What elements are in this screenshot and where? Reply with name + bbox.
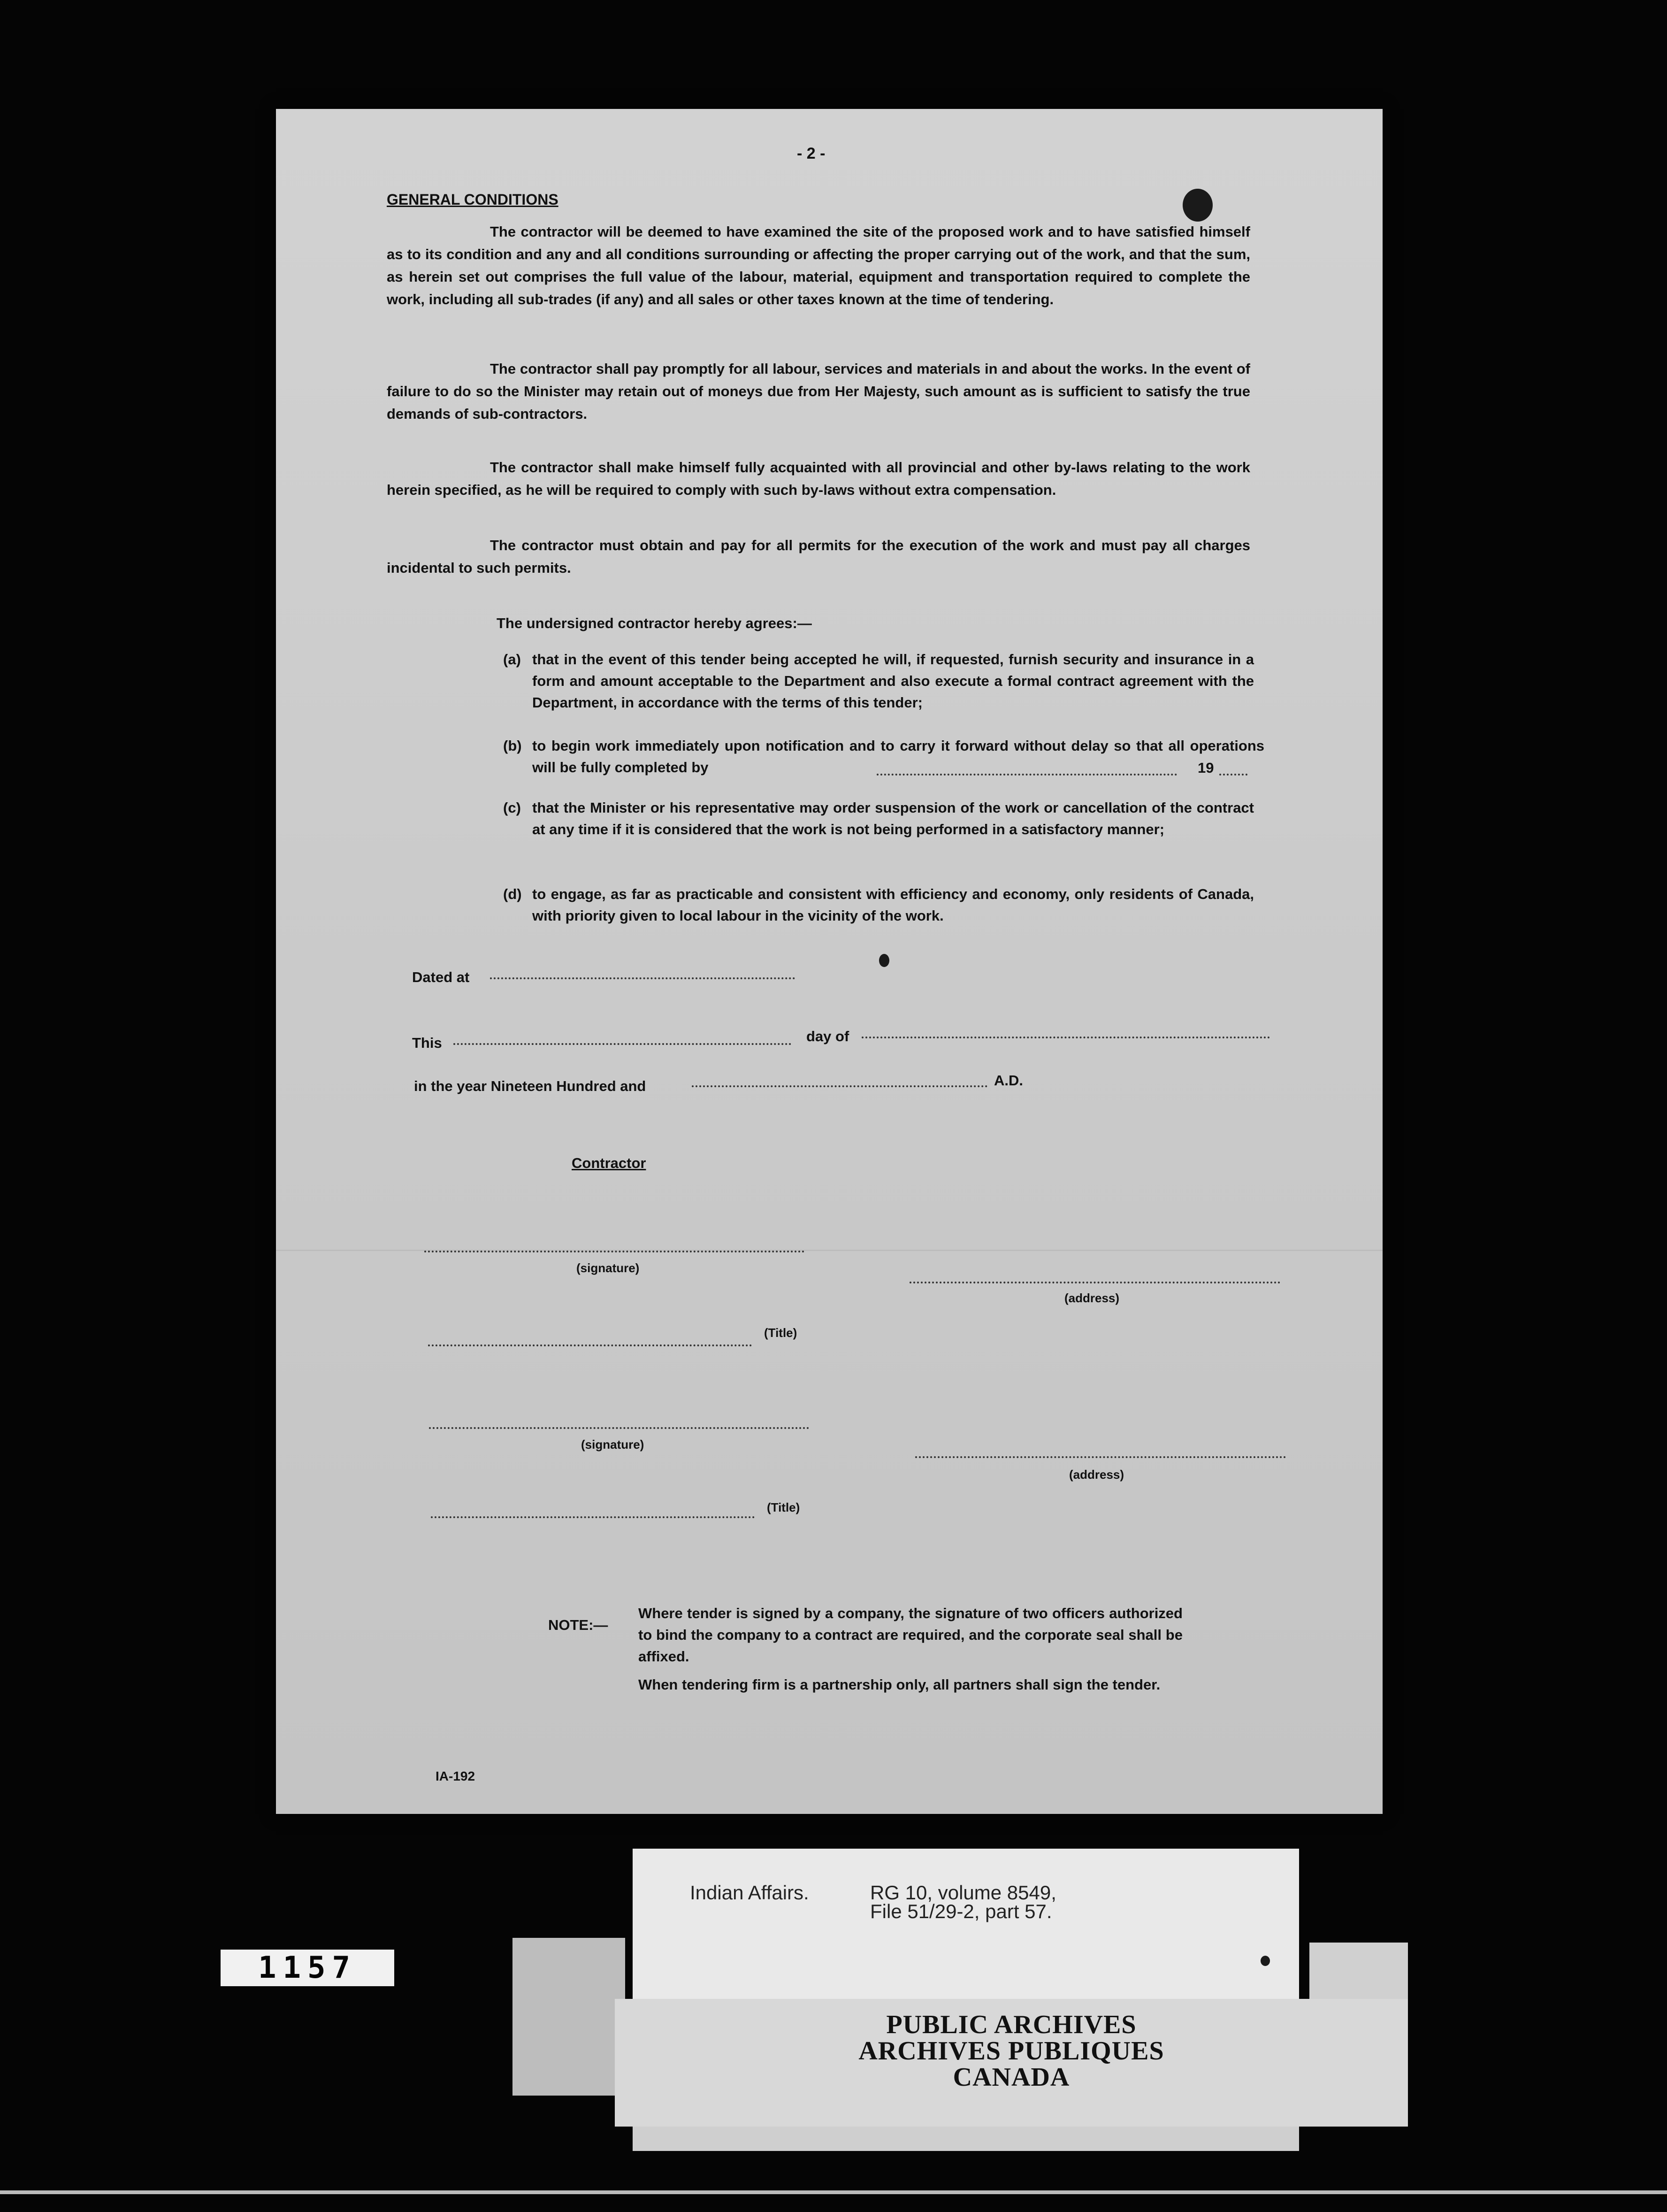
signature-line-1[interactable]	[424, 1251, 804, 1252]
signature-caption-1: (signature)	[576, 1261, 640, 1275]
film-edge	[0, 2190, 1667, 2194]
dated-at-label: Dated at	[412, 969, 470, 985]
condition-d: (d) to engage, as far as practicable and consistent with efficiency and economy, only residents of Canada, with priority given to local labour in the vicinity of the work.	[503, 886, 1254, 924]
paragraph-4: The contractor must obtain and pay for all permits for the execution of the work and must pay all charges incidental to such permits.	[387, 537, 1250, 576]
note-label: NOTE:—	[548, 1617, 608, 1633]
note-paragraph-1: Where tender is signed by a company, the signature of two officers authorized to bind the company to a contract are required, and the corporate seal shall be affixed.	[638, 1605, 1183, 1665]
ad-label: A.D.	[994, 1072, 1023, 1089]
paragraph-3: The contractor shall make himself fully acquainted with all provincial and other by-laws relating to the work herein specified, as he will be required to comply with such by-laws without extra compensation.	[387, 459, 1250, 498]
year-field[interactable]	[692, 1085, 987, 1087]
contractor-label: Contractor	[572, 1155, 646, 1171]
agrees-intro: The undersigned contractor hereby agrees:—	[497, 615, 812, 631]
card-left-edge	[512, 1938, 625, 2096]
dated-at-field[interactable]	[490, 977, 795, 979]
title-line-1[interactable]	[428, 1344, 752, 1346]
reference-department: Indian Affairs.	[690, 1882, 809, 1904]
this-label: This	[412, 1035, 442, 1051]
completion-date-field[interactable]	[877, 774, 1177, 776]
document-page	[276, 109, 1383, 1814]
archive-stamp-line-2: ARCHIVES PUBLIQUES	[858, 2036, 1164, 2066]
title-caption-2: (Title)	[767, 1500, 800, 1514]
condition-c: (c) that the Minister or his representative may order suspension of the work or cancellation of the contract at any time if it is considered that the work is not being performed in a satisfactory manner;	[503, 799, 1254, 837]
condition-a: (a) that in the event of this tender being accepted he will, if requested, furnish security and insurance in a form and amount acceptable to the Department and also execute a formal contract agreement with the Department, in accordance with the terms of this tender;	[503, 651, 1254, 711]
section-heading: GENERAL CONDITIONS	[387, 191, 558, 208]
paragraph-2: The contractor shall pay promptly for all labour, services and materials in and about the works. In the event of failure to do so the Minister may retain out of moneys due from Her Majesty, such amount as is sufficient to satisfy the true demands of sub-contractors.	[387, 361, 1250, 422]
ink-spot	[879, 954, 889, 967]
this-day-field[interactable]	[453, 1043, 791, 1045]
card-right-edge	[1309, 1943, 1408, 2004]
archive-reference-card	[633, 1849, 1299, 2004]
address-line-2[interactable]	[915, 1456, 1286, 1458]
archive-stamp-line-1: PUBLIC ARCHIVES	[886, 2010, 1137, 2039]
card-ink-spot	[1261, 1956, 1270, 1966]
address-caption-1: (address)	[1064, 1291, 1120, 1305]
archive-stamp	[615, 2012, 1408, 2090]
reference-volume: RG 10, volume 8549,	[870, 1882, 1056, 1904]
archive-stamp-line-3: CANADA	[953, 2063, 1070, 2092]
signature-line-2[interactable]	[429, 1427, 809, 1429]
title-caption-1: (Title)	[764, 1326, 797, 1340]
page-number: - 2 -	[797, 145, 826, 162]
paragraph-1: The contractor will be deemed to have examined the site of the proposed work and to have satisfied himself as to its condition and any and all conditions surrounding or affecting the proper carrying out of the work, and that the sum, as herein set out comprises the full value of the labour, material, equipment and transportation required to complete the work, including all sub-trades (if any) and all sales or other taxes known at the time of tendering.	[387, 223, 1250, 307]
completion-year: 19	[1198, 760, 1214, 776]
condition-b: (b) to begin work immediately upon notification and to carry it forward without delay so that all operations will be fully completed by	[503, 737, 1264, 776]
month-field[interactable]	[862, 1037, 1270, 1038]
note-paragraph-2: When tendering firm is a partnership only, all partners shall sign the tender.	[638, 1676, 1161, 1693]
completion-year-field[interactable]	[1219, 774, 1247, 776]
form-number: IA-192	[436, 1769, 475, 1783]
title-line-2[interactable]	[431, 1516, 755, 1518]
reference-file: File 51/29-2, part 57.	[870, 1900, 1052, 1922]
year-label: in the year Nineteen Hundred and	[414, 1078, 646, 1094]
address-caption-2: (address)	[1069, 1467, 1124, 1482]
address-line-1[interactable]	[910, 1282, 1280, 1283]
signature-caption-2: (signature)	[581, 1437, 644, 1452]
ink-blot	[1183, 189, 1213, 222]
frame-number: 1157	[221, 1950, 394, 1986]
card-bottom-edge	[633, 2127, 1299, 2151]
day-of-label: day of	[806, 1028, 849, 1045]
